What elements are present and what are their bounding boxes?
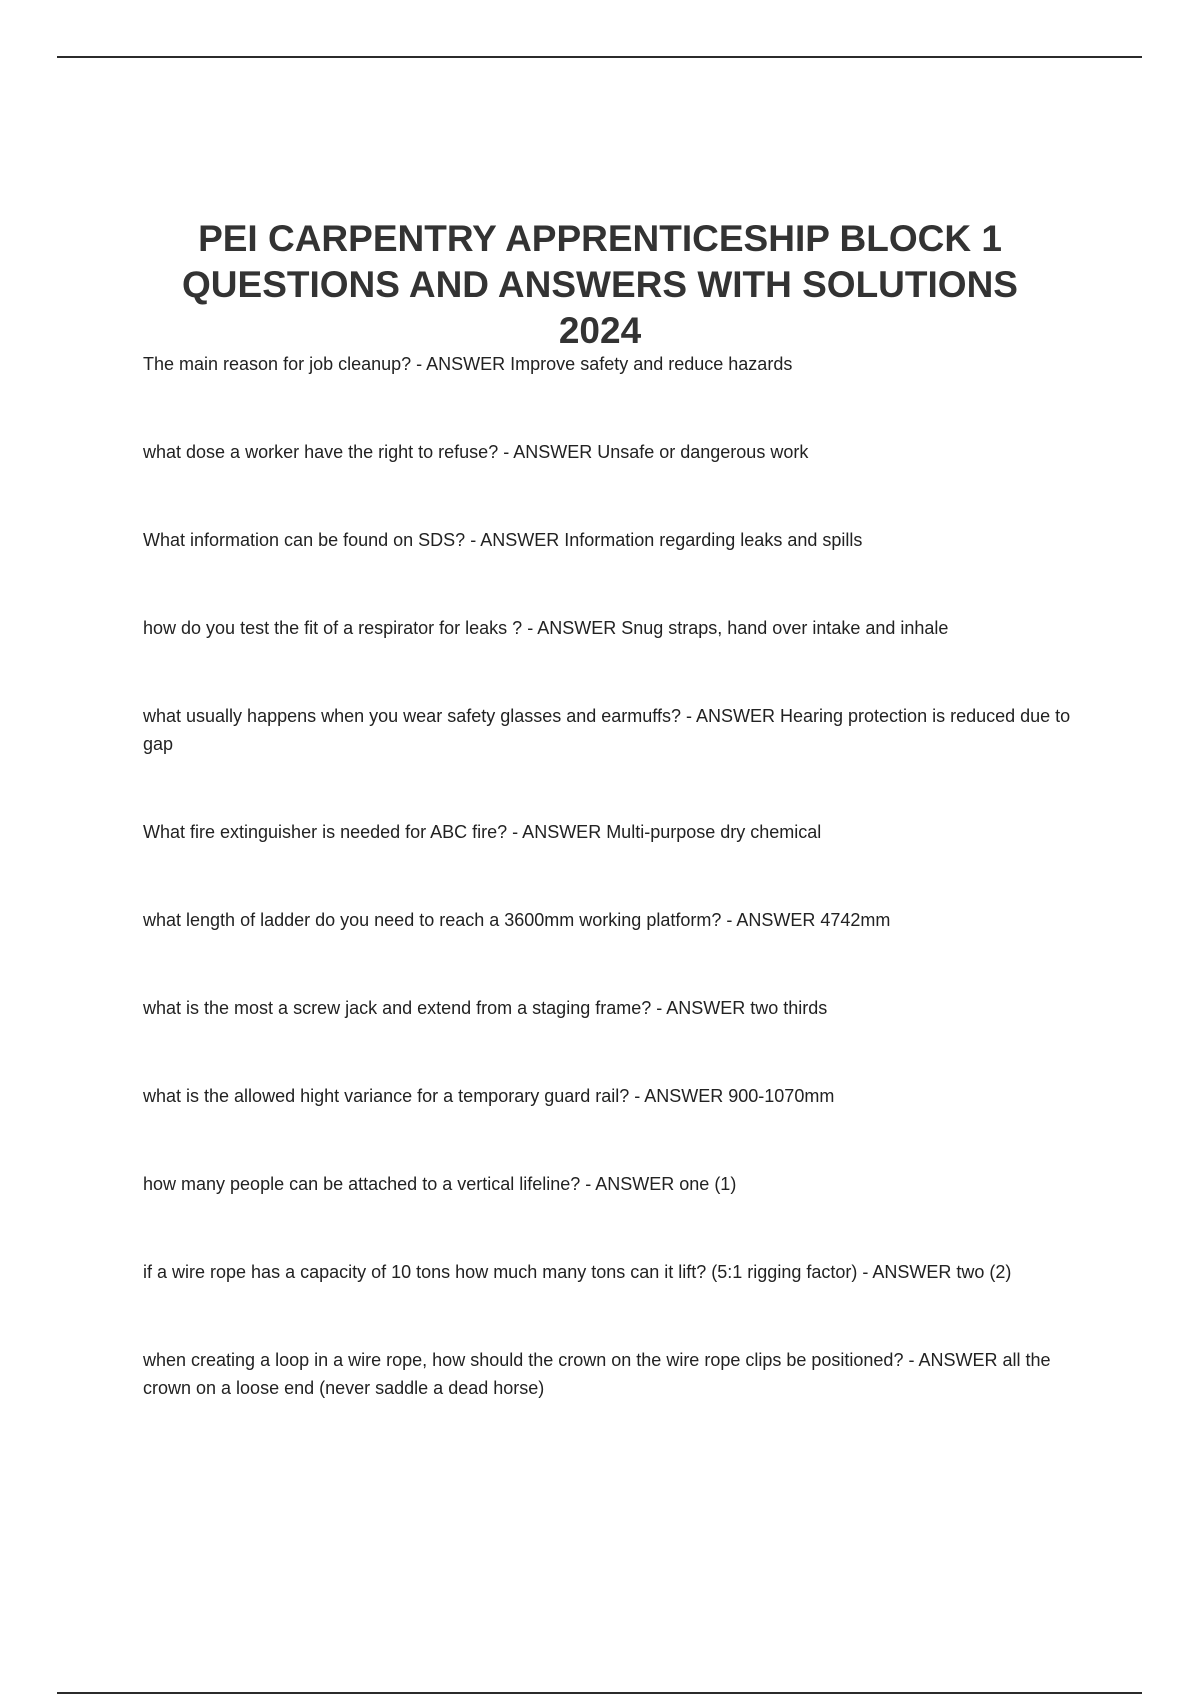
qa-item: The main reason for job cleanup? - ANSWER Improve safety and reduce hazards — [143, 354, 793, 374]
qa-list — [143, 350, 1083, 1462]
qa-item: What information can be found on SDS? - ANSWER Information regarding leaks and spills — [143, 530, 863, 550]
top-rule — [57, 56, 1142, 58]
qa-item: when creating a loop in a wire rope, how should the crown on the wire rope clips be positioned? - ANSWER all the crown on a loose end (never saddle a dead horse) — [143, 1350, 1051, 1398]
qa-item: what usually happens when you wear safety glasses and earmuffs? - ANSWER Hearing protection is reduced due to gap — [143, 706, 1071, 754]
qa-item: how many people can be attached to a vertical lifeline? - ANSWER one (1) — [143, 1174, 737, 1194]
qa-item: if a wire rope has a capacity of 10 tons how much many tons can it lift? (5:1 rigging factor) - ANSWER two (2) — [143, 1262, 1012, 1282]
qa-item: what length of ladder do you need to reach a 3600mm working platform? - ANSWER 4742mm — [143, 910, 891, 930]
title-line-2: QUESTIONS AND ANSWERS WITH SOLUTIONS — [182, 264, 1018, 305]
qa-item: What fire extinguisher is needed for ABC fire? - ANSWER Multi-purpose dry chemical — [143, 822, 822, 842]
qa-item: how do you test the fit of a respirator for leaks ? - ANSWER Snug straps, hand over intake and inhale — [143, 618, 949, 638]
qa-item: what dose a worker have the right to refuse? - ANSWER Unsafe or dangerous work — [143, 442, 809, 462]
title-line-1: PEI CARPENTRY APPRENTICESHIP BLOCK 1 — [198, 218, 1002, 259]
bottom-rule — [57, 1692, 1142, 1694]
qa-item: what is the allowed hight variance for a temporary guard rail? - ANSWER 900-1070mm — [143, 1086, 835, 1106]
qa-item: what is the most a screw jack and extend from a staging frame? - ANSWER two thirds — [143, 998, 828, 1018]
document-title — [100, 216, 1100, 354]
title-line-3: 2024 — [558, 310, 642, 351]
